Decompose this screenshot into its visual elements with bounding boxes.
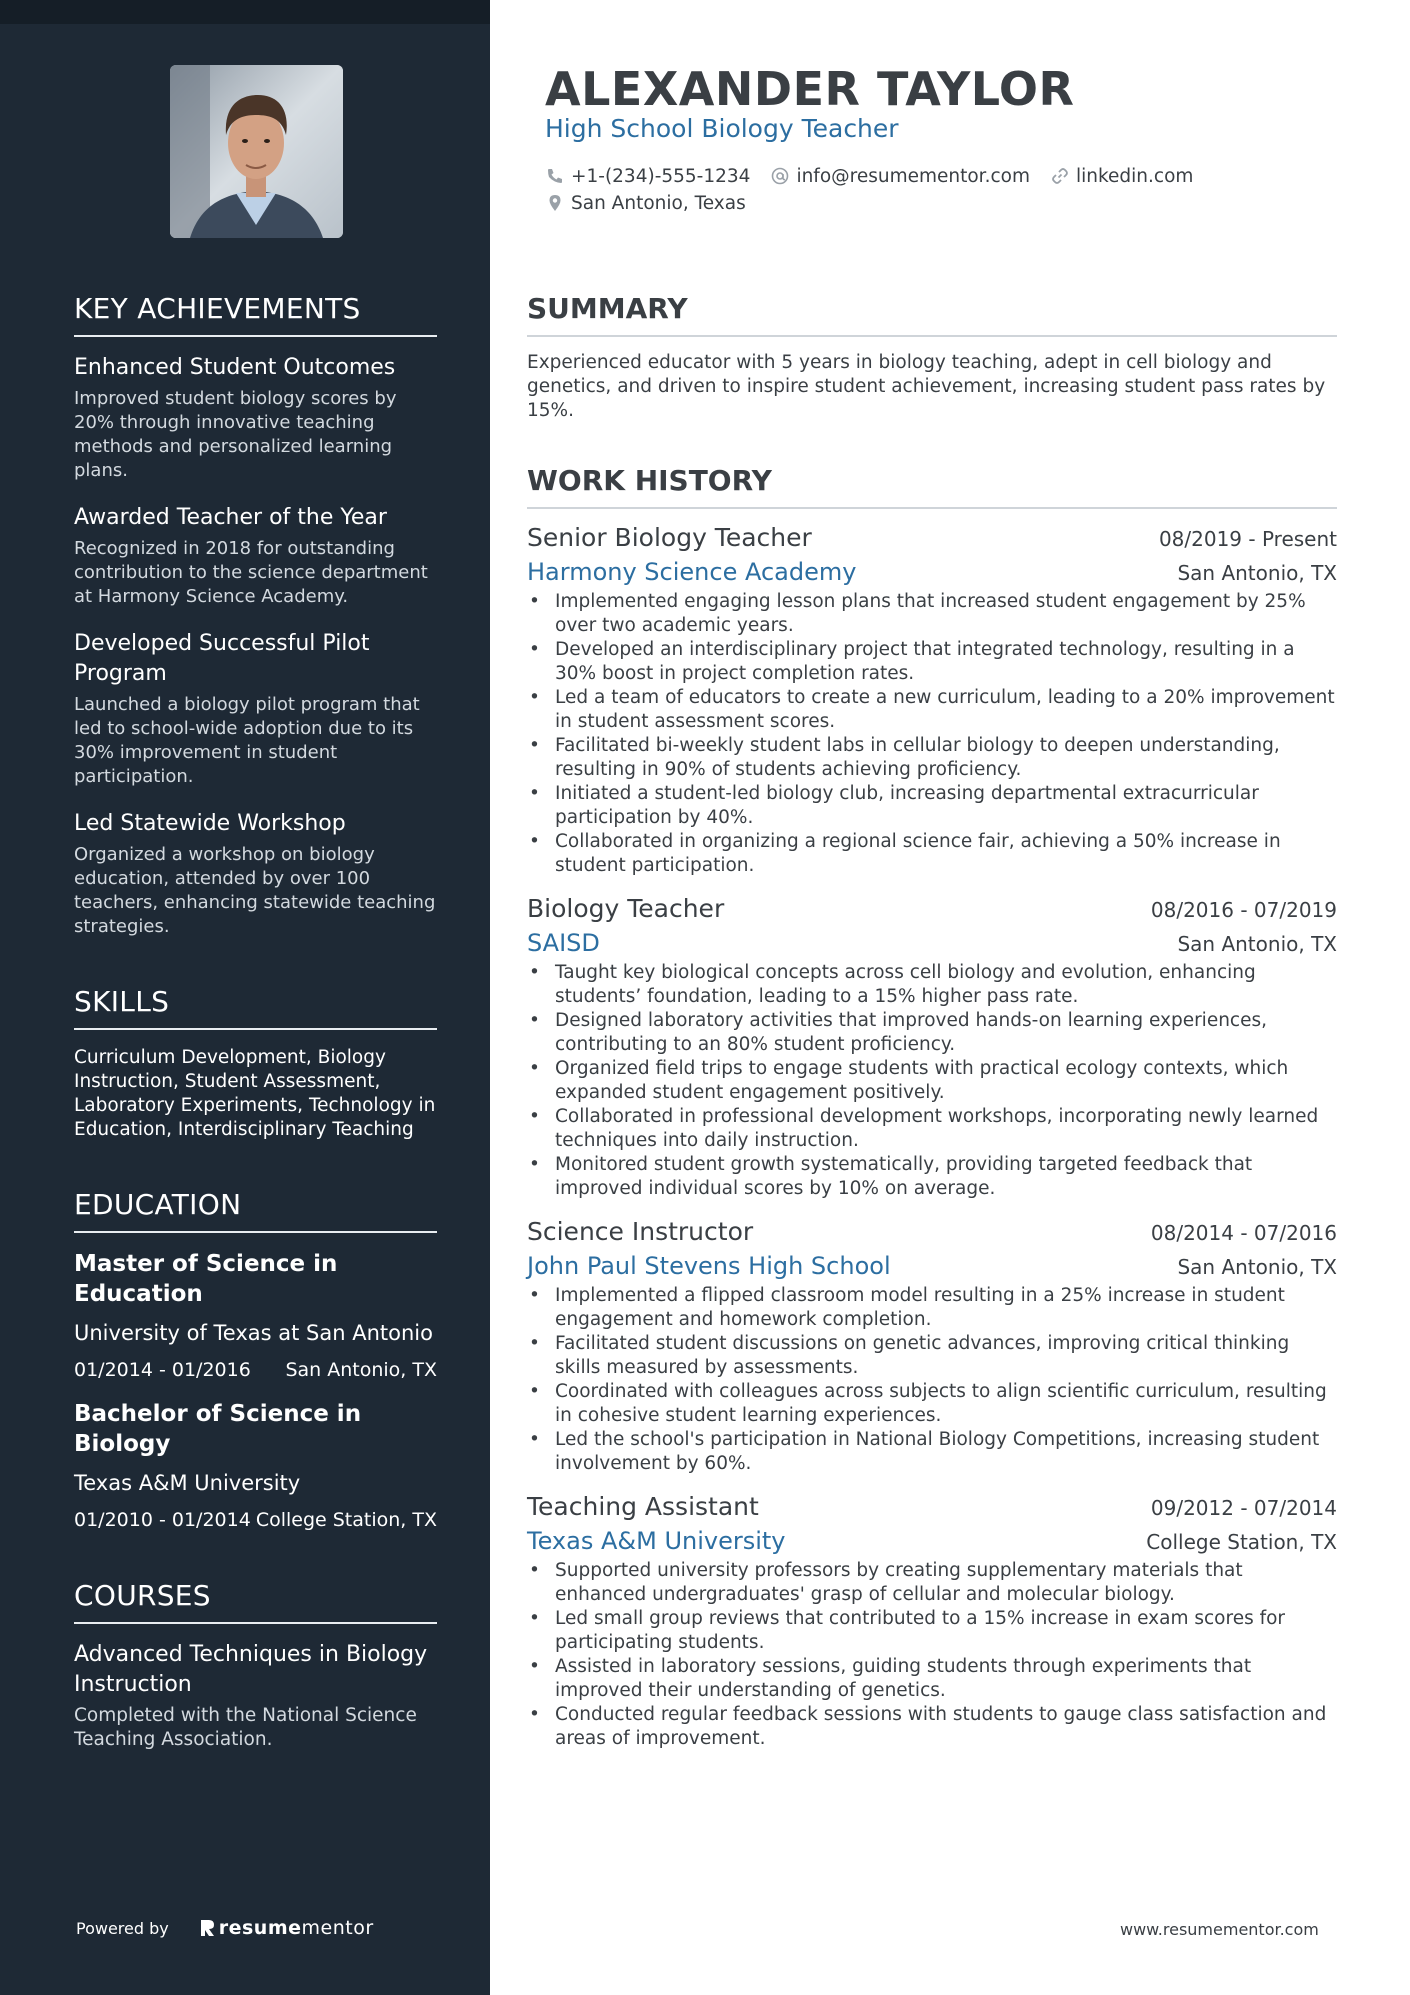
bullet-item: • Led a team of educators to create a new curriculum, leading to a 20% improvement in student assessment scores.: [527, 686, 1337, 734]
candidate-name: ALEXANDER TAYLOR: [545, 62, 1075, 116]
skills-list: Curriculum Development, Biology Instruction, Student Assessment, Laboratory Experiments, Technology in Education, Interdisciplinary Teaching: [74, 1047, 436, 1140]
education-meta: [74, 1357, 437, 1383]
job-header: [527, 1492, 1337, 1521]
brand-light: mentor: [301, 1917, 374, 1939]
achievement-item: [74, 353, 437, 483]
bullet-item: • Supported university professors by creating supplementary materials that enhanced undergraduates' grasp of cellular and molecular biology.: [527, 1559, 1337, 1607]
location-contact: [545, 193, 746, 214]
bullet-item: • Facilitated bi-weekly student labs in cellular biology to deepen understanding, resulting in 90% of students achieving proficiency.: [527, 734, 1337, 782]
footer-url-link[interactable]: www.resumementor.com: [1120, 1920, 1319, 1939]
job-company: John Paul Stevens High School: [527, 1252, 891, 1280]
education-section: [74, 1188, 437, 1533]
sidebar-top-bar: [0, 0, 490, 24]
bullet-item: • Organized field trips to engage students with practical ecology contexts, which expanded student engagement positively.: [527, 1057, 1337, 1105]
job-title: Biology Teacher: [527, 894, 725, 923]
achievement-title: Developed Successful Pilot Program: [74, 631, 370, 686]
job-title-header: High School Biology Teacher: [545, 114, 899, 143]
achievements-heading: KEY ACHIEVEMENTS: [74, 292, 437, 337]
location-pin-icon: [545, 193, 565, 213]
job-location: College Station, TX: [1146, 1530, 1337, 1554]
bullet-item: • Facilitated student discussions on genetic advances, improving critical thinking skills measured by assessments.: [527, 1332, 1337, 1380]
bullet-item: • Monitored student growth systematically, providing targeted feedback that improved individual scores by 10% on average.: [527, 1153, 1337, 1201]
education-school: Texas A&M University: [74, 1471, 301, 1495]
achievement-item: [74, 503, 437, 609]
job-location: San Antonio, TX: [1177, 561, 1337, 585]
resumementor-logo[interactable]: [199, 1917, 374, 1939]
phone-contact[interactable]: [545, 166, 750, 187]
skills-heading: SKILLS: [74, 985, 437, 1030]
job-bullets: [527, 590, 1337, 878]
achievement-desc: Recognized in 2018 for outstanding contribution to the science department at Harmony Science Academy.: [74, 538, 428, 607]
bullet-item: • Taught key biological concepts across cell biology and evolution, enhancing students’ foundation, leading to a 15% higher pass rate.: [527, 961, 1337, 1009]
summary-heading: SUMMARY: [527, 292, 1337, 337]
course-item: [74, 1640, 437, 1752]
job-bullets: [527, 961, 1337, 1201]
job-dates: 09/2012 - 07/2014: [1150, 1496, 1337, 1520]
course-desc: Completed with the National Science Teaching Association.: [74, 1705, 417, 1750]
skills-section: [74, 985, 437, 1142]
job-subheader: [527, 558, 1337, 586]
education-degree: Bachelor of Science in Biology: [74, 1401, 362, 1457]
at-icon: [770, 166, 790, 186]
job-location: San Antonio, TX: [1177, 1255, 1337, 1279]
achievement-desc: Improved student biology scores by 20% through innovative teaching methods and personalized learning plans.: [74, 388, 397, 481]
job-entry: [527, 1492, 1337, 1751]
job-header: [527, 1217, 1337, 1246]
job-company: Texas A&M University: [527, 1527, 786, 1555]
education-degree: Master of Science in Education: [74, 1251, 338, 1307]
job-company: Harmony Science Academy: [527, 558, 857, 586]
job-company: SAISD: [527, 929, 600, 957]
work-history-heading: WORK HISTORY: [527, 464, 1337, 509]
bullet-item: • Collaborated in professional development workshops, incorporating newly learned techniques into daily instruction.: [527, 1105, 1337, 1153]
powered-by: [76, 1917, 374, 1939]
bullet-item: • Implemented engaging lesson plans that increased student engagement by 25% over two academic years.: [527, 590, 1337, 638]
location-text: San Antonio, Texas: [571, 192, 746, 214]
bullet-item: • Developed an interdisciplinary project that integrated technology, resulting in a 30% boost in project completion rates.: [527, 638, 1337, 686]
education-dates: 01/2010 - 01/2014: [74, 1509, 251, 1531]
job-entry: [527, 523, 1337, 878]
phone-text: +1-(234)-555-1234: [571, 165, 751, 187]
achievement-desc: Launched a biology pilot program that led to school-wide adoption due to its 30% improvement in student participation.: [74, 694, 420, 787]
job-dates: 08/2019 - Present: [1158, 527, 1337, 551]
bullet-item: • Implemented a flipped classroom model resulting in a 25% increase in student engagement and homework completion.: [527, 1284, 1337, 1332]
job-entry: [527, 1217, 1337, 1476]
link-icon: [1050, 166, 1070, 186]
achievement-title: Enhanced Student Outcomes: [74, 355, 396, 380]
education-location: San Antonio, TX: [285, 1359, 437, 1381]
job-location: San Antonio, TX: [1177, 932, 1337, 956]
bullet-item: • Led small group reviews that contributed to a 15% increase in exam scores for participating students.: [527, 1607, 1337, 1655]
resumementor-logo-icon: [199, 1918, 215, 1938]
bullet-item: • Assisted in laboratory sessions, guiding students through experiments that improved their understanding of genetics.: [527, 1655, 1337, 1703]
achievement-title: Awarded Teacher of the Year: [74, 505, 387, 530]
job-entry: [527, 894, 1337, 1201]
contact-row: [545, 163, 1213, 189]
contact-row: [545, 190, 1213, 216]
education-school: University of Texas at San Antonio: [74, 1321, 433, 1345]
portrait-image: [170, 65, 343, 238]
education-item: [74, 1399, 437, 1533]
phone-icon: [545, 166, 565, 186]
job-title: Teaching Assistant: [527, 1492, 759, 1521]
bullet-item: • Initiated a student-led biology club, increasing departmental extracurricular participation by 40%.: [527, 782, 1337, 830]
achievement-desc: Organized a workshop on biology education, attended by over 100 teachers, enhancing statewide teaching strategies.: [74, 844, 436, 937]
achievement-item: [74, 629, 437, 789]
job-bullets: [527, 1559, 1337, 1751]
education-item: [74, 1249, 437, 1383]
job-dates: 08/2014 - 07/2016: [1150, 1221, 1337, 1245]
email-contact[interactable]: [770, 166, 1030, 187]
bullet-item: • Collaborated in organizing a regional science fair, achieving a 50% increase in student participation.: [527, 830, 1337, 878]
job-subheader: [527, 929, 1337, 957]
powered-by-label: Powered by: [76, 1918, 169, 1938]
summary-section: [527, 292, 1337, 423]
linkedin-text: linkedin.com: [1075, 165, 1194, 187]
job-bullets: [527, 1284, 1337, 1476]
achievement-item: [74, 809, 437, 939]
job-title: Senior Biology Teacher: [527, 523, 812, 552]
bullet-item: • Coordinated with colleagues across subjects to align scientific curriculum, resulting in cohesive student learning experiences.: [527, 1380, 1337, 1428]
sidebar: [0, 0, 490, 1995]
bullet-item: • Designed laboratory activities that improved hands-on learning experiences, contributing to an 80% student proficiency.: [527, 1009, 1337, 1057]
job-subheader: [527, 1252, 1337, 1280]
courses-heading: COURSES: [74, 1579, 437, 1624]
sidebar-content: [74, 292, 437, 1798]
course-title: Advanced Techniques in Biology Instruction: [74, 1642, 428, 1697]
bullet-item: • Conducted regular feedback sessions with students to gauge class satisfaction and areas of improvement.: [527, 1703, 1337, 1751]
job-header: [527, 523, 1337, 552]
education-location: College Station, TX: [255, 1509, 437, 1531]
work-history-section: [527, 464, 1337, 1767]
job-title: Science Instructor: [527, 1217, 754, 1246]
achievement-title: Led Statewide Workshop: [74, 811, 346, 836]
bullet-item: • Led the school's participation in National Biology Competitions, increasing student involvement by 60%.: [527, 1428, 1337, 1476]
job-header: [527, 894, 1337, 923]
achievements-section: [74, 292, 437, 939]
brand-bold: resume: [218, 1917, 302, 1939]
education-heading: EDUCATION: [74, 1188, 437, 1233]
job-dates: 08/2016 - 07/2019: [1150, 898, 1337, 922]
summary-text: Experienced educator with 5 years in biology teaching, adept in cell biology and genetics, and driven to inspire student achievement, increasing student pass rates by 15%.: [527, 352, 1326, 421]
courses-section: [74, 1579, 437, 1752]
profile-photo: [170, 65, 343, 238]
linkedin-contact[interactable]: [1050, 166, 1193, 187]
job-subheader: [527, 1527, 1337, 1555]
email-text: info@resumementor.com: [796, 165, 1030, 187]
contact-info: [545, 163, 1213, 217]
education-meta: [74, 1507, 437, 1533]
education-dates: 01/2014 - 01/2016: [74, 1359, 251, 1381]
